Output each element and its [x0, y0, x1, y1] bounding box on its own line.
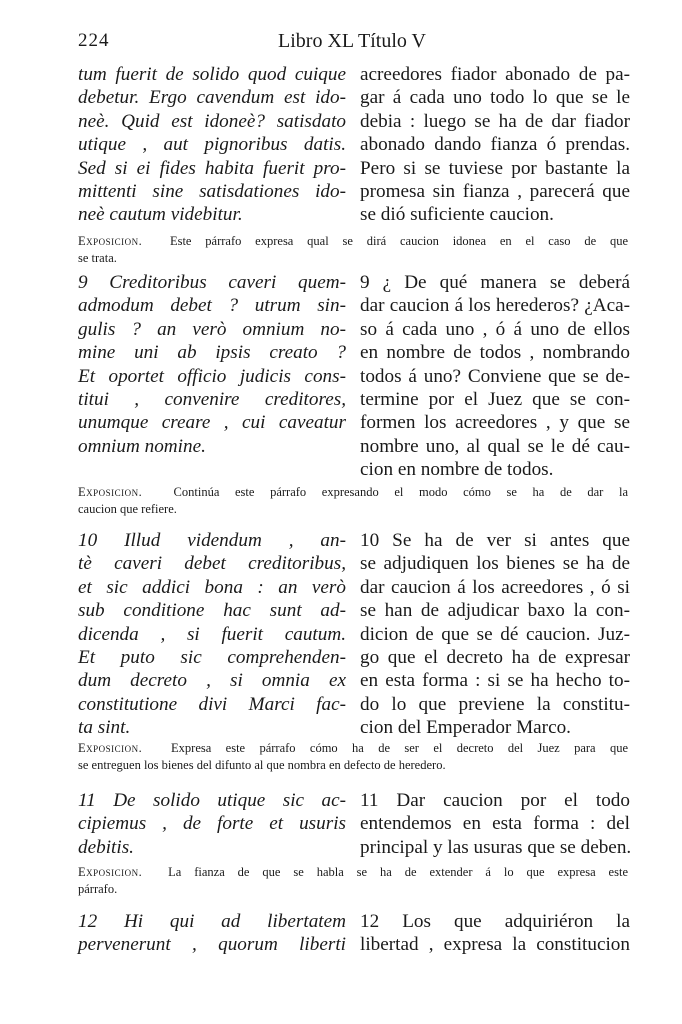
latin-line: dum decreto , si omnia ex	[78, 670, 346, 692]
latin-column	[78, 529, 346, 740]
exposicion-text: caucion que refiere.	[78, 501, 177, 516]
latin-line: neè cautum videbitur.	[78, 204, 243, 226]
spanish-line: promesa sin fianza , parecerá que	[360, 180, 630, 202]
latin-line: et sic addici bona : an verò	[78, 576, 346, 598]
latin-line: mine uni ab ipsis creato ?	[78, 342, 346, 364]
spanish-line: acreedores fiador abonado de pa-	[360, 64, 630, 85]
exposicion-text: La fianza de que se habla se ha de extender á lo que expresa este	[168, 865, 628, 879]
latin-line: Sed si ei fides habita fuerit pro-	[78, 157, 346, 179]
spanish-column	[360, 910, 630, 957]
exposicion-note	[78, 740, 628, 773]
latin-line: cipiemus , de forte et usuris	[78, 813, 346, 835]
spanish-column	[360, 529, 630, 740]
spanish-line: abonado dando fianza ó prendas.	[360, 134, 630, 156]
exposicion-text: se entreguen los bienes del difunto al que nombra en defecto de heredero.	[78, 757, 446, 772]
running-title: Libro XL Título V	[278, 30, 426, 52]
latin-line: ta sint.	[78, 717, 131, 739]
spanish-line: gar á cada uno todo lo que se le	[360, 87, 630, 109]
spanish-line: dar caucion á los herederos? ¿Aca-	[360, 295, 630, 317]
latin-line: 11 De solido utique sic ac-	[78, 790, 346, 811]
spanish-column	[360, 789, 630, 859]
latin-line: 12 Hi qui ad libertatem	[78, 911, 346, 932]
latin-line: neè. Quid est idoneè? satisdato	[78, 110, 346, 132]
latin-line: debitis.	[78, 836, 134, 858]
exposicion-note	[78, 233, 628, 266]
spanish-line: entendemos en esta forma : del	[360, 813, 630, 835]
exposicion-label: Exposicion.	[78, 865, 143, 879]
exposicion-label: Exposicion.	[78, 741, 143, 755]
spanish-column	[360, 271, 630, 482]
exposicion-text: Continúa este párrafo expresando el modo cómo se ha de dar la	[173, 485, 629, 499]
latin-line: 9 Creditoribus caveri quem-	[78, 272, 346, 293]
spanish-line: todos á uno? Conviene que se de-	[360, 365, 630, 387]
spanish-line: debia : luego se ha de dar fiador	[360, 110, 630, 132]
exposicion-label: Exposicion.	[78, 234, 143, 248]
spanish-line: formen los acreedores , y que se	[360, 412, 630, 434]
spanish-line: do lo que previene la constitu-	[360, 693, 630, 715]
spanish-line: dar caucion á los acreedores , ó si	[360, 576, 630, 598]
exposicion-label: Exposicion.	[78, 485, 143, 499]
exposicion-text: párrafo.	[78, 881, 118, 896]
latin-line: tum fuerit de solido quod cuique	[78, 64, 346, 85]
latin-line: gulis ? an verò omnium no-	[78, 318, 346, 340]
spanish-line: Pero si se tuviese por bastante la	[360, 157, 630, 179]
spanish-line: cion del Emperador Marco.	[360, 717, 571, 739]
spanish-line: principal y las usuras que se deben.	[360, 836, 632, 858]
latin-line: pervenerunt , quorum liberti	[78, 934, 346, 956]
spanish-line: libertad , expresa la constitucion	[360, 934, 630, 956]
spanish-line: so á cada uno , ó á uno de ellos	[360, 318, 630, 340]
latin-column	[78, 63, 346, 227]
latin-line: utique , aut pignoribus datis.	[78, 134, 346, 156]
page-number: 224	[78, 30, 110, 51]
latin-line: debetur. Ergo cavendum est ido-	[78, 87, 346, 109]
spanish-line: en esta forma : si se ha hecho to-	[360, 670, 630, 692]
latin-line: tè caveri debet creditoribus,	[78, 553, 346, 575]
latin-line: omnium nomine.	[78, 435, 206, 457]
exposicion-text: se trata.	[78, 250, 117, 265]
latin-line: sub conditione hac sunt ad-	[78, 600, 346, 622]
spanish-line: termine por el Juez que se con-	[360, 388, 630, 410]
exposicion-text: Expresa este párrafo cómo ha de ser el decreto del Juez para que	[171, 741, 629, 755]
spanish-line: nombre uno, al qual se le dé cau-	[360, 435, 630, 457]
latin-line: dicenda , si fuerit cautum.	[78, 623, 346, 645]
latin-column	[78, 271, 346, 458]
latin-line: 10 Illud videndum , an-	[78, 530, 346, 551]
latin-line: Et oportet officio judicis cons-	[78, 365, 346, 387]
latin-line: unumque creare , cui caveatur	[78, 412, 346, 434]
exposicion-text: Este párrafo expresa qual se dirá caucion idonea en el caso de que	[169, 234, 629, 248]
latin-line: constitutione divi Marci fac-	[78, 693, 346, 715]
spanish-line: dicion de que se dé caucion. Juz-	[360, 623, 630, 645]
page-header	[78, 30, 626, 56]
spanish-line: 10 Se ha de ver si antes que	[360, 530, 630, 551]
spanish-line: se dió suficiente caucion.	[360, 204, 554, 226]
spanish-line: go que el decreto ha de expresar	[360, 646, 630, 668]
exposicion-note	[78, 484, 628, 517]
spanish-line: cion en nombre de todos.	[360, 459, 554, 481]
latin-line: mittenti sine satisdationes ido-	[78, 180, 346, 202]
latin-line: titui , convenire creditores,	[78, 388, 346, 410]
latin-line: admodum debet ? utrum sin-	[78, 295, 346, 317]
latin-line: Et puto sic comprehenden-	[78, 646, 346, 668]
spanish-line: se adjudiquen los bienes se ha de	[360, 553, 630, 575]
latin-column	[78, 910, 346, 957]
spanish-line: 11 Dar caucion por el todo	[360, 790, 630, 811]
spanish-line: 9 ¿ De qué manera se deberá	[360, 272, 630, 293]
spanish-line: 12 Los que adquiriéron la	[360, 911, 630, 932]
exposicion-note	[78, 864, 628, 897]
spanish-line: se han de adjudicar baxo la con-	[360, 600, 630, 622]
latin-column	[78, 789, 346, 859]
spanish-line: en nombre de todos , nombrando	[360, 342, 630, 364]
spanish-column	[360, 63, 630, 227]
